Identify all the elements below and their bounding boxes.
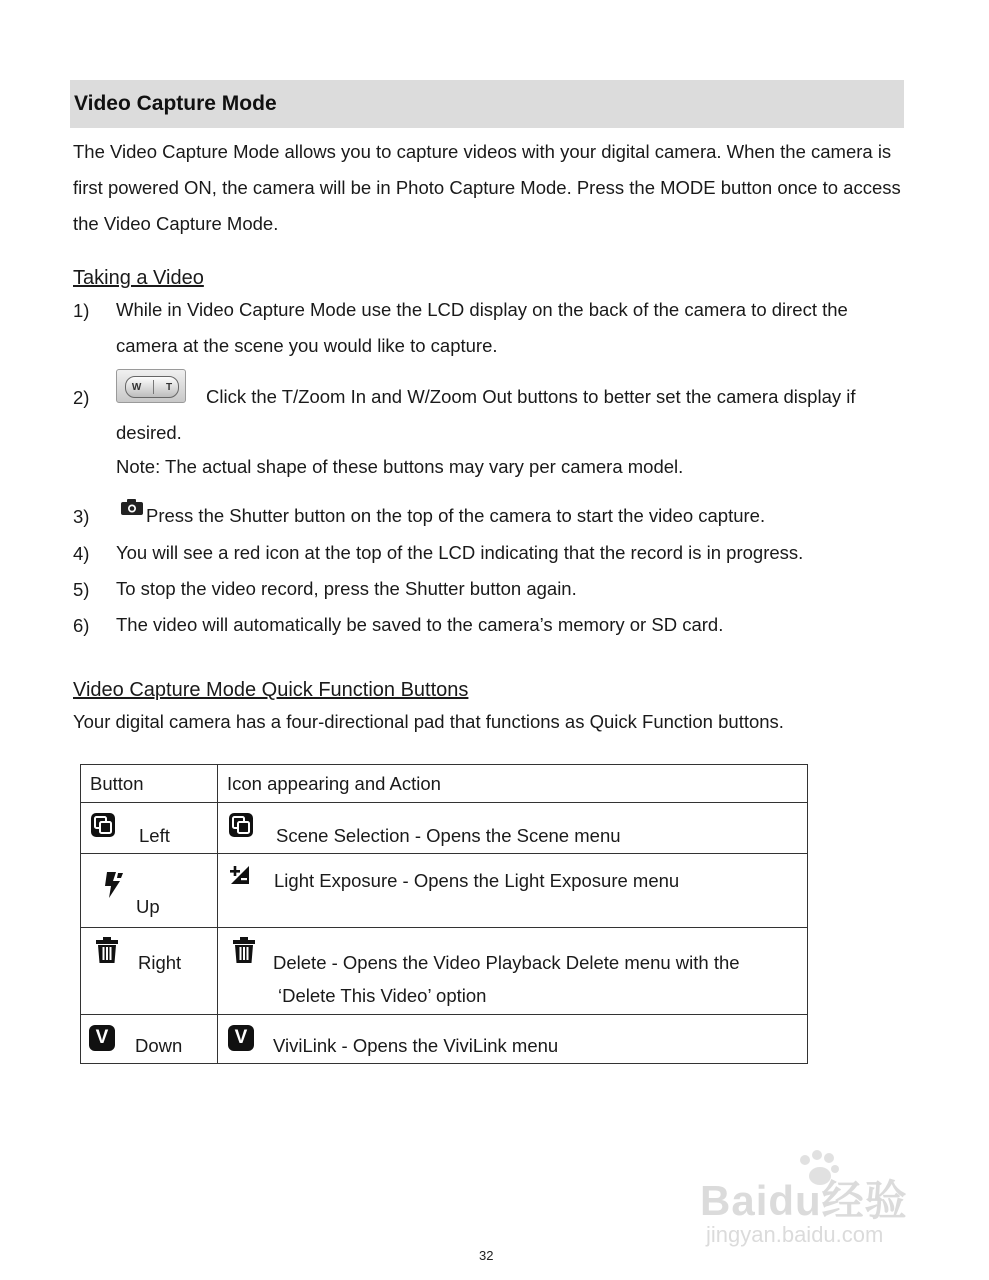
quick-function-heading: Video Capture Mode Quick Function Buttons — [73, 679, 469, 701]
zoom-t-label: T — [165, 381, 173, 393]
watermark-url: jingyan.baidu.com — [706, 1222, 884, 1247]
scene-icon — [228, 812, 254, 838]
exposure-icon — [228, 863, 252, 887]
list-item: Click the T/Zoom In and W/Zoom Out buttons to better set the camera display if desired. — [116, 386, 856, 443]
page-number: 32 — [479, 1248, 494, 1263]
scene-icon — [90, 812, 116, 838]
paw-icon — [795, 1150, 843, 1188]
quick-function-intro: Your digital camera has a four-directional pad that functions as Quick Function buttons. — [73, 711, 784, 732]
table-row — [81, 854, 808, 928]
zoom-w-label: W — [131, 381, 142, 393]
baidu-watermark — [700, 1150, 940, 1250]
button-name: Right — [138, 952, 182, 973]
vivilink-icon: V — [228, 1025, 254, 1051]
table-header-row — [81, 765, 808, 803]
list-number: 4) — [73, 543, 90, 564]
table-row — [81, 803, 808, 854]
list-item: You will see a red icon at the top of the LCD indicating that the record is in progress. — [116, 542, 804, 563]
list-item: The video will automatically be saved to the camera’s memory or SD card. — [116, 614, 724, 635]
list-item: Press the Shutter button on the top of the camera to start the video capture. — [146, 505, 766, 526]
flash-icon — [103, 870, 125, 900]
vivilink-icon: V — [89, 1025, 115, 1051]
list-item: To stop the video record, press the Shutter button again. — [116, 578, 577, 599]
watermark-brand: Baidu经验 — [700, 1177, 908, 1224]
action-text-continued: ‘Delete This Video’ option — [278, 985, 487, 1006]
list-item: While in Video Capture Mode use the LCD display on the back of the camera to direct the camera at the scene you would like to capture. — [116, 299, 848, 356]
button-name: Left — [139, 825, 170, 846]
section-title-bar — [70, 80, 904, 128]
table-row — [81, 928, 808, 1015]
list-number: 2) — [73, 387, 90, 408]
camera-icon — [120, 498, 144, 516]
trash-icon — [232, 936, 256, 964]
taking-video-heading: Taking a Video — [73, 267, 204, 289]
action-text: Light Exposure - Opens the Light Exposure menu — [274, 870, 680, 891]
action-text: Delete - Opens the Video Playback Delete menu with the — [273, 952, 740, 973]
list-number: 3) — [73, 506, 90, 527]
button-name: Up — [136, 896, 160, 917]
list-note: Note: The actual shape of these buttons may vary per camera model. — [116, 456, 684, 477]
table-header: Icon appearing and Action — [227, 773, 441, 794]
table-row — [81, 1015, 808, 1064]
trash-icon — [95, 936, 119, 964]
action-text: Scene Selection - Opens the Scene menu — [276, 825, 621, 846]
action-text: ViviLink - Opens the ViviLink menu — [273, 1035, 559, 1056]
list-number: 1) — [73, 300, 90, 321]
intro-paragraph: The Video Capture Mode allows you to capture videos with your digital camera. When the camera is first powered ON, the camera will be in Photo Capture Mode. Press the MODE button once to access the Video Capture Mode. — [73, 141, 901, 234]
table-header: Button — [90, 773, 144, 794]
list-number: 5) — [73, 579, 90, 600]
quick-function-table — [80, 764, 808, 1064]
list-number: 6) — [73, 615, 90, 636]
page-title: Video Capture Mode — [74, 92, 277, 115]
button-name: Down — [135, 1035, 183, 1056]
